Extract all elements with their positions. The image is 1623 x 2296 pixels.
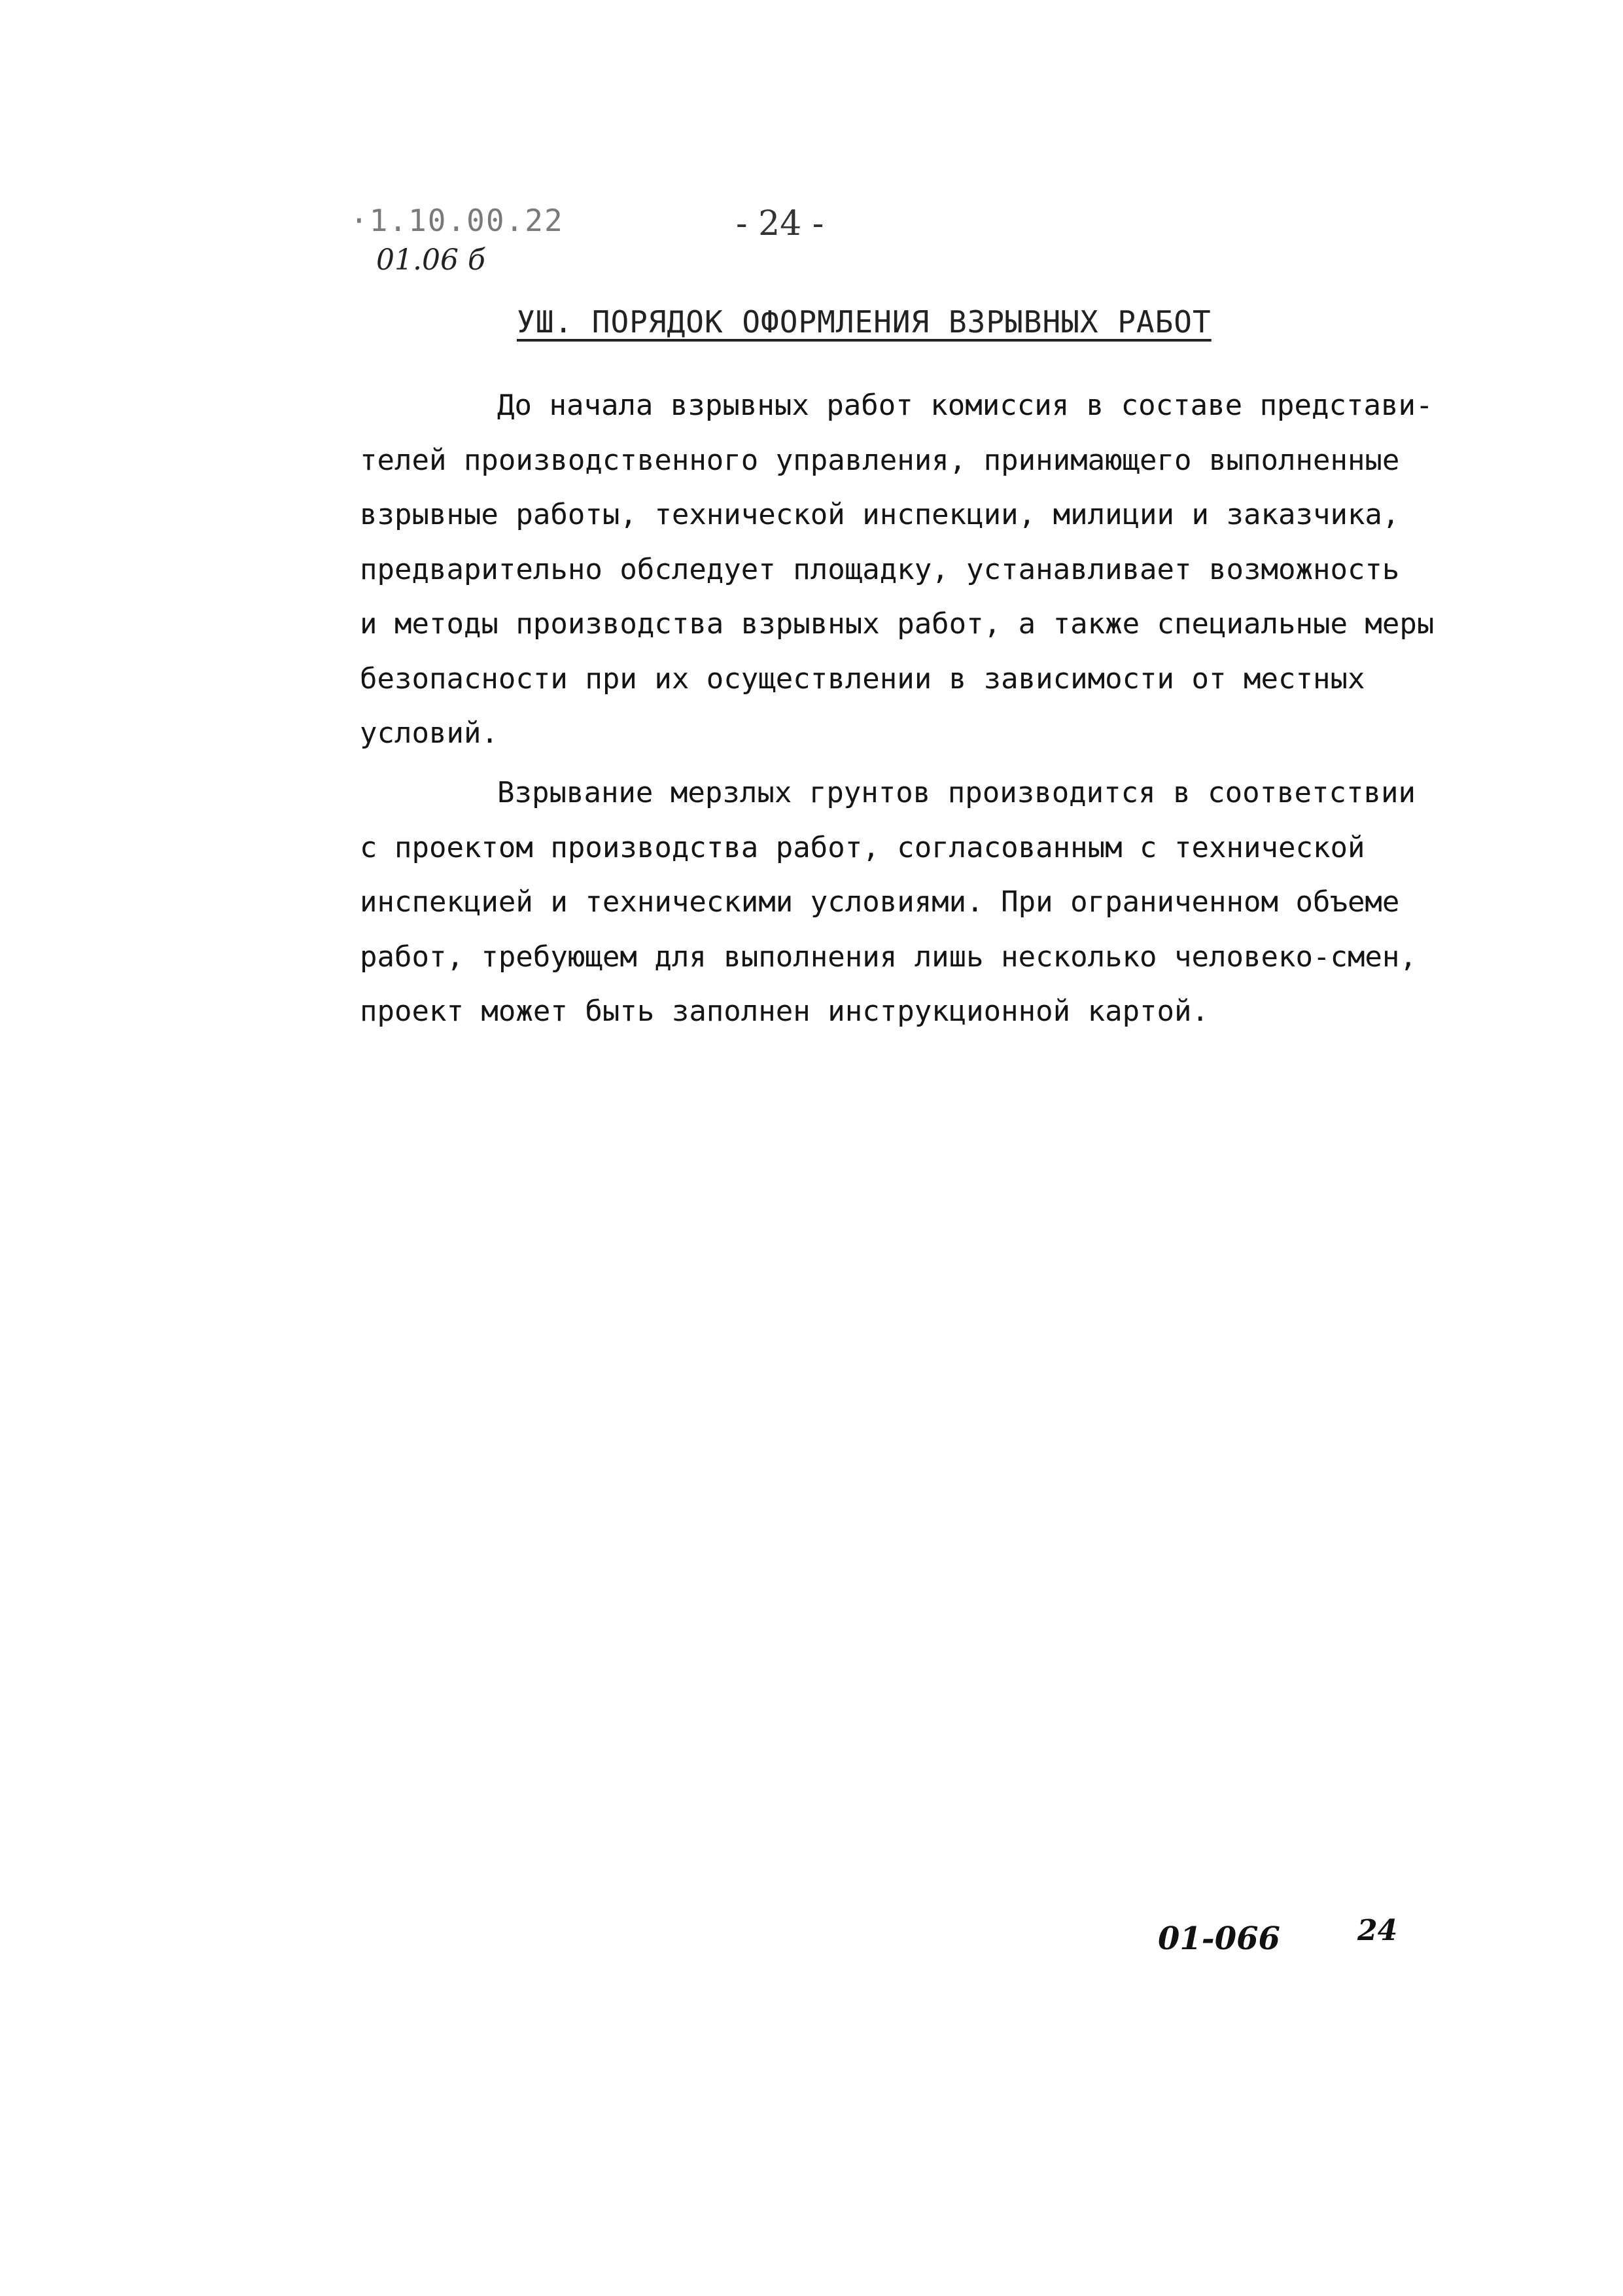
handwritten-document-code: 01.06 б xyxy=(376,243,485,277)
paragraph-line: условий. xyxy=(360,716,498,750)
footer-sheet-number: 24 xyxy=(1357,1914,1398,1947)
paragraph-line: Взрывание мерзлых грунтов производится в соответствии xyxy=(497,776,1416,809)
paragraph-line: предварительно обследует площадку, устанавливает возможность xyxy=(360,552,1400,586)
paragraph-line: работ, требующем для выполнения лишь несколько человеко-смен, xyxy=(360,940,1417,974)
paragraph-1 xyxy=(360,378,1435,761)
paragraph-line: До начала взрывных работ комиссия в составе представи- xyxy=(497,389,1433,422)
paragraph-line: телей производственного управления, принимающего выполненные xyxy=(360,443,1400,477)
document-code: ·1.10.00.22 xyxy=(350,203,564,238)
section-title: УШ. ПОРЯДОК ОФОРМЛЕНИЯ ВЗРЫВНЫХ РАБОТ xyxy=(517,304,1212,340)
paragraph-line: безопасности при их осуществлении в зависимости от местных xyxy=(360,662,1365,696)
paragraph-2 xyxy=(360,766,1417,1039)
paragraph-line: взрывные работы, технической инспекции, милиции и заказчика, xyxy=(360,498,1400,531)
page-number: - 24 - xyxy=(736,204,824,243)
footer-reference-code: 01-066 xyxy=(1158,1920,1280,1957)
paragraph-line: проект может быть заполнен инструкционной картой. xyxy=(360,995,1210,1028)
paragraph-line: с проектом производства работ, согласованным с технической xyxy=(360,830,1365,864)
paragraph-line: и методы производства взрывных работ, а также специальные меры xyxy=(360,607,1435,641)
paragraph-line: инспекцией и техническими условиями. При ограниченном объеме xyxy=(360,885,1400,919)
